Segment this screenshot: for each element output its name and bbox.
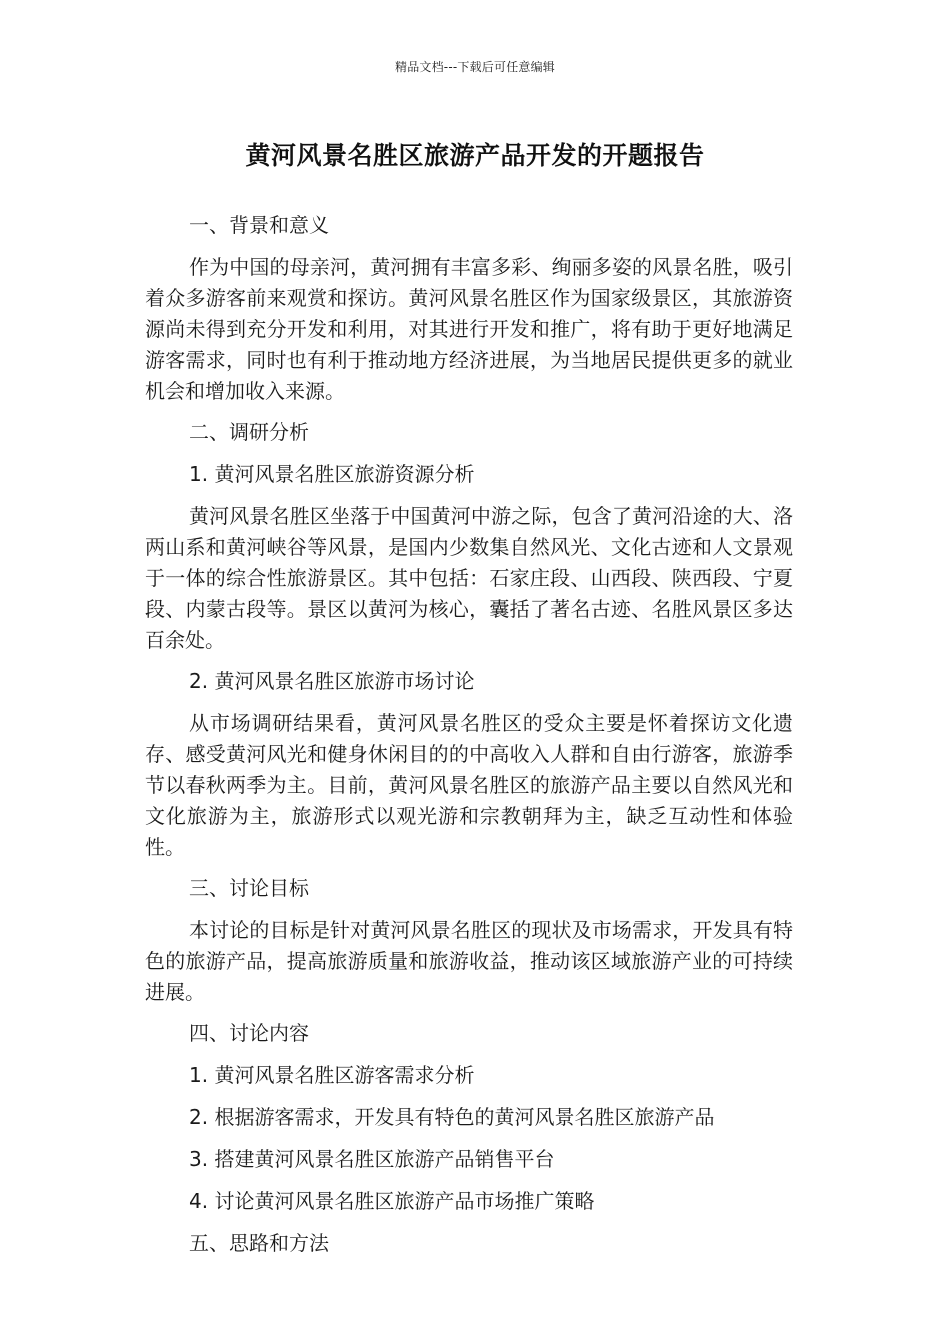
list-item-content-4: 4. 讨论黄河风景名胜区旅游产品市场推广策略 (189, 1189, 595, 1213)
document-body (145, 210, 793, 1270)
list-item-content-2: 2. 根据游客需求，开发具有特色的黄河风景名胜区旅游产品 (189, 1105, 715, 1129)
paragraph-goals: 本讨论的目标是针对黄河风景名胜区的现状及市场需求，开发具有特色的旅游产品，提高旅游质量和旅游收益，推动该区域旅游产业的可持续进展。 (145, 918, 793, 1004)
subheading-resource-analysis: 1. 黄河风景名胜区旅游资源分析 (189, 462, 475, 486)
paragraph-market-discussion: 从市场调研结果看，黄河风景名胜区的受众主要是怀着探访文化遗存、感受黄河风光和健身休闲目的的中高收入人群和自由行游客，旅游季节以春秋两季为主。目前，黄河风景名胜区的旅游产品主要以自然风光和文化旅游为主，旅游形式以观光游和宗教朝拜为主，缺乏互动性和体验性。 (145, 711, 793, 859)
list-item-content-3: 3. 搭建黄河风景名胜区旅游产品销售平台 (189, 1147, 555, 1171)
section-heading-content: 四、讨论内容 (189, 1021, 309, 1045)
section-heading-research: 二、调研分析 (189, 420, 309, 444)
subheading-market-discussion: 2. 黄河风景名胜区旅游市场讨论 (189, 669, 475, 693)
paragraph-background: 作为中国的母亲河，黄河拥有丰富多彩、绚丽多姿的风景名胜，吸引着众多游客前来观赏和探访。黄河风景名胜区作为国家级景区，其旅游资源尚未得到充分开发和利用，对其进行开发和推广，将有助于更好地满足游客需求，同时也有利于推动地方经济进展，为当地居民提供更多的就业机会和增加收入来源。 (145, 255, 793, 403)
section-heading-background: 一、背景和意义 (189, 213, 329, 237)
section-heading-methods: 五、思路和方法 (189, 1231, 329, 1255)
section-heading-goals: 三、讨论目标 (189, 876, 309, 900)
paragraph-resource-analysis: 黄河风景名胜区坐落于中国黄河中游之际，包含了黄河沿途的大、洛两山系和黄河峡谷等风景，是国内少数集自然风光、文化古迹和人文景观于一体的综合性旅游景区。其中包括：石家庄段、山西段、陕西段、宁夏段、内蒙古段等。景区以黄河为核心，囊括了著名古迹、名胜风景区多达百余处。 (145, 504, 793, 652)
list-item-content-1: 1. 黄河风景名胜区游客需求分析 (189, 1063, 475, 1087)
header-note: 精品文档---下载后可任意编辑 (395, 60, 555, 74)
document-title: 黄河风景名胜区旅游产品开发的开题报告 (245, 141, 705, 170)
